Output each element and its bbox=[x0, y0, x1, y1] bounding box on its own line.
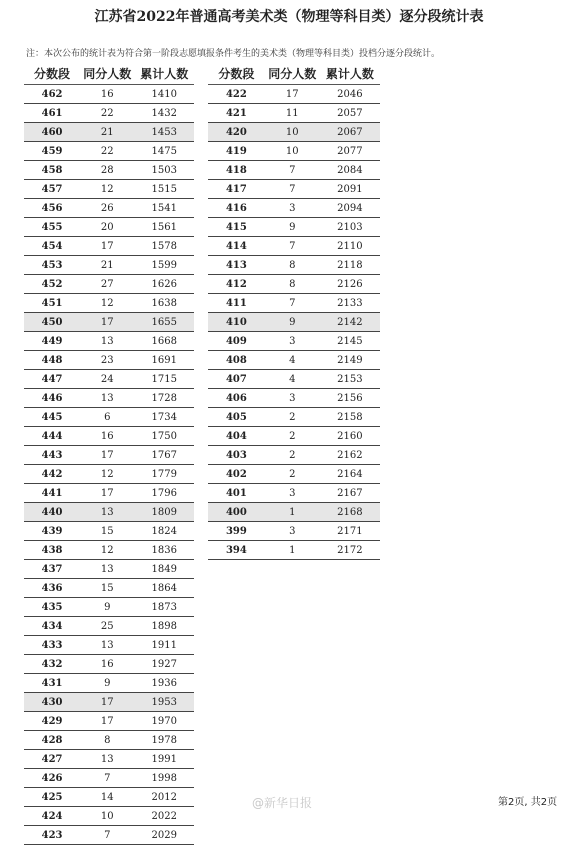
score-cell: 457 bbox=[24, 180, 80, 199]
table-row bbox=[24, 522, 194, 541]
same-count-cell: 11 bbox=[265, 104, 320, 123]
table-row bbox=[24, 218, 194, 237]
table-body-right bbox=[208, 85, 380, 560]
score-cell: 418 bbox=[208, 161, 265, 180]
score-cell: 423 bbox=[24, 826, 80, 845]
cumulative-cell: 1715 bbox=[134, 370, 194, 389]
table-row bbox=[24, 275, 194, 294]
table-note: 注：本次公布的统计表为符合第一阶段志愿填报条件考生的美术类（物理等科目类）投档分逐分段统计。 bbox=[26, 49, 441, 59]
same-count-cell: 7 bbox=[265, 161, 320, 180]
table-row bbox=[208, 256, 380, 275]
table-row bbox=[24, 85, 194, 104]
header-score: 分数段 bbox=[208, 62, 265, 85]
page-number: 第2页, 共2页 bbox=[498, 797, 558, 808]
table-row bbox=[208, 142, 380, 161]
score-cell: 439 bbox=[24, 522, 80, 541]
score-cell: 456 bbox=[24, 199, 80, 218]
table-row bbox=[24, 541, 194, 560]
same-count-cell: 7 bbox=[265, 294, 320, 313]
score-cell: 430 bbox=[24, 693, 80, 712]
score-cell: 454 bbox=[24, 237, 80, 256]
cumulative-cell: 1599 bbox=[134, 256, 194, 275]
same-count-cell: 27 bbox=[80, 275, 134, 294]
cumulative-cell: 2094 bbox=[320, 199, 380, 218]
page-title: 江苏省2022年普通高考美术类（物理等科目类）逐分段统计表 bbox=[94, 9, 484, 25]
table-row bbox=[24, 389, 194, 408]
same-count-cell: 7 bbox=[265, 237, 320, 256]
cumulative-cell: 1541 bbox=[134, 199, 194, 218]
cumulative-cell: 1734 bbox=[134, 408, 194, 427]
score-cell: 448 bbox=[24, 351, 80, 370]
table-row bbox=[24, 636, 194, 655]
same-count-cell: 2 bbox=[265, 465, 320, 484]
same-count-cell: 15 bbox=[80, 522, 134, 541]
same-count-cell: 9 bbox=[80, 674, 134, 693]
table-row bbox=[24, 579, 194, 598]
table-row bbox=[24, 446, 194, 465]
table-row bbox=[24, 465, 194, 484]
same-count-cell: 4 bbox=[265, 370, 320, 389]
score-cell: 400 bbox=[208, 503, 265, 522]
same-count-cell: 13 bbox=[80, 389, 134, 408]
cumulative-cell: 2167 bbox=[320, 484, 380, 503]
table-row bbox=[24, 313, 194, 332]
same-count-cell: 3 bbox=[265, 484, 320, 503]
table-row bbox=[208, 541, 380, 560]
score-cell: 416 bbox=[208, 199, 265, 218]
table-row bbox=[24, 807, 194, 826]
same-count-cell: 4 bbox=[265, 351, 320, 370]
score-cell: 421 bbox=[208, 104, 265, 123]
score-cell: 426 bbox=[24, 769, 80, 788]
score-cell: 433 bbox=[24, 636, 80, 655]
cumulative-cell: 2046 bbox=[320, 85, 380, 104]
table-row bbox=[208, 465, 380, 484]
table-row bbox=[208, 408, 380, 427]
score-cell: 411 bbox=[208, 294, 265, 313]
score-cell: 455 bbox=[24, 218, 80, 237]
cumulative-cell: 2029 bbox=[134, 826, 194, 845]
score-cell: 414 bbox=[208, 237, 265, 256]
score-cell: 461 bbox=[24, 104, 80, 123]
score-table-left bbox=[24, 62, 194, 845]
table-row bbox=[208, 332, 380, 351]
same-count-cell: 13 bbox=[80, 503, 134, 522]
table-row bbox=[208, 522, 380, 541]
table-row bbox=[24, 674, 194, 693]
table-row bbox=[208, 313, 380, 332]
table-row bbox=[24, 731, 194, 750]
same-count-cell: 16 bbox=[80, 85, 134, 104]
table-row bbox=[24, 332, 194, 351]
same-count-cell: 17 bbox=[80, 237, 134, 256]
same-count-cell: 2 bbox=[265, 427, 320, 446]
same-count-cell: 7 bbox=[80, 769, 134, 788]
score-cell: 450 bbox=[24, 313, 80, 332]
table-row bbox=[24, 294, 194, 313]
same-count-cell: 8 bbox=[265, 275, 320, 294]
same-count-cell: 14 bbox=[80, 788, 134, 807]
header-same-count: 同分人数 bbox=[80, 62, 134, 85]
same-count-cell: 24 bbox=[80, 370, 134, 389]
cumulative-cell: 1873 bbox=[134, 598, 194, 617]
table-row bbox=[24, 750, 194, 769]
score-cell: 435 bbox=[24, 598, 80, 617]
cumulative-cell: 1927 bbox=[134, 655, 194, 674]
same-count-cell: 8 bbox=[265, 256, 320, 275]
score-cell: 407 bbox=[208, 370, 265, 389]
cumulative-cell: 2057 bbox=[320, 104, 380, 123]
table-header-row bbox=[24, 62, 194, 85]
cumulative-cell: 1824 bbox=[134, 522, 194, 541]
same-count-cell: 6 bbox=[80, 408, 134, 427]
cumulative-cell: 2118 bbox=[320, 256, 380, 275]
cumulative-cell: 2162 bbox=[320, 446, 380, 465]
same-count-cell: 7 bbox=[80, 826, 134, 845]
cumulative-cell: 1691 bbox=[134, 351, 194, 370]
cumulative-cell: 1836 bbox=[134, 541, 194, 560]
table-row bbox=[208, 484, 380, 503]
cumulative-cell: 1432 bbox=[134, 104, 194, 123]
score-cell: 406 bbox=[208, 389, 265, 408]
score-cell: 408 bbox=[208, 351, 265, 370]
table-row bbox=[24, 237, 194, 256]
cumulative-cell: 2126 bbox=[320, 275, 380, 294]
score-cell: 452 bbox=[24, 275, 80, 294]
score-cell: 444 bbox=[24, 427, 80, 446]
same-count-cell: 17 bbox=[80, 693, 134, 712]
same-count-cell: 10 bbox=[265, 123, 320, 142]
same-count-cell: 17 bbox=[80, 313, 134, 332]
score-cell: 402 bbox=[208, 465, 265, 484]
cumulative-cell: 2077 bbox=[320, 142, 380, 161]
table-row bbox=[24, 427, 194, 446]
header-same-count: 同分人数 bbox=[265, 62, 320, 85]
same-count-cell: 10 bbox=[80, 807, 134, 826]
table-body-left bbox=[24, 85, 194, 845]
same-count-cell: 12 bbox=[80, 180, 134, 199]
score-cell: 404 bbox=[208, 427, 265, 446]
table-row bbox=[24, 826, 194, 845]
cumulative-cell: 1796 bbox=[134, 484, 194, 503]
cumulative-cell: 1728 bbox=[134, 389, 194, 408]
same-count-cell: 2 bbox=[265, 446, 320, 465]
table-row bbox=[208, 389, 380, 408]
score-cell: 415 bbox=[208, 218, 265, 237]
cumulative-cell: 1898 bbox=[134, 617, 194, 636]
score-cell: 442 bbox=[24, 465, 80, 484]
table-row bbox=[208, 104, 380, 123]
score-cell: 446 bbox=[24, 389, 80, 408]
table-row bbox=[208, 351, 380, 370]
same-count-cell: 7 bbox=[265, 180, 320, 199]
score-cell: 434 bbox=[24, 617, 80, 636]
cumulative-cell: 2164 bbox=[320, 465, 380, 484]
cumulative-cell: 1936 bbox=[134, 674, 194, 693]
same-count-cell: 28 bbox=[80, 161, 134, 180]
same-count-cell: 15 bbox=[80, 579, 134, 598]
same-count-cell: 13 bbox=[80, 636, 134, 655]
score-cell: 460 bbox=[24, 123, 80, 142]
header-score: 分数段 bbox=[24, 62, 80, 85]
same-count-cell: 3 bbox=[265, 522, 320, 541]
same-count-cell: 12 bbox=[80, 294, 134, 313]
score-cell: 403 bbox=[208, 446, 265, 465]
table-row bbox=[208, 446, 380, 465]
score-cell: 409 bbox=[208, 332, 265, 351]
score-cell: 427 bbox=[24, 750, 80, 769]
score-cell: 410 bbox=[208, 313, 265, 332]
same-count-cell: 20 bbox=[80, 218, 134, 237]
table-row bbox=[24, 769, 194, 788]
same-count-cell: 1 bbox=[265, 503, 320, 522]
cumulative-cell: 1453 bbox=[134, 123, 194, 142]
same-count-cell: 3 bbox=[265, 389, 320, 408]
score-cell: 425 bbox=[24, 788, 80, 807]
same-count-cell: 22 bbox=[80, 142, 134, 161]
table-row bbox=[24, 503, 194, 522]
cumulative-cell: 1561 bbox=[134, 218, 194, 237]
same-count-cell: 16 bbox=[80, 655, 134, 674]
table-row bbox=[24, 598, 194, 617]
same-count-cell: 12 bbox=[80, 541, 134, 560]
table-row bbox=[208, 123, 380, 142]
same-count-cell: 9 bbox=[80, 598, 134, 617]
same-count-cell: 3 bbox=[265, 199, 320, 218]
cumulative-cell: 2103 bbox=[320, 218, 380, 237]
cumulative-cell: 1503 bbox=[134, 161, 194, 180]
same-count-cell: 2 bbox=[265, 408, 320, 427]
same-count-cell: 13 bbox=[80, 560, 134, 579]
same-count-cell: 25 bbox=[80, 617, 134, 636]
table-row bbox=[208, 370, 380, 389]
cumulative-cell: 2153 bbox=[320, 370, 380, 389]
cumulative-cell: 1410 bbox=[134, 85, 194, 104]
score-cell: 412 bbox=[208, 275, 265, 294]
cumulative-cell: 1849 bbox=[134, 560, 194, 579]
cumulative-cell: 1779 bbox=[134, 465, 194, 484]
table-row bbox=[24, 199, 194, 218]
score-cell: 458 bbox=[24, 161, 80, 180]
same-count-cell: 21 bbox=[80, 123, 134, 142]
cumulative-cell: 1668 bbox=[134, 332, 194, 351]
table-row bbox=[208, 180, 380, 199]
same-count-cell: 17 bbox=[80, 712, 134, 731]
score-cell: 419 bbox=[208, 142, 265, 161]
table-row bbox=[24, 408, 194, 427]
score-cell: 431 bbox=[24, 674, 80, 693]
score-cell: 443 bbox=[24, 446, 80, 465]
cumulative-cell: 1991 bbox=[134, 750, 194, 769]
cumulative-cell: 2110 bbox=[320, 237, 380, 256]
score-cell: 459 bbox=[24, 142, 80, 161]
same-count-cell: 16 bbox=[80, 427, 134, 446]
score-cell: 420 bbox=[208, 123, 265, 142]
same-count-cell: 12 bbox=[80, 465, 134, 484]
table-row bbox=[24, 560, 194, 579]
table-row bbox=[24, 617, 194, 636]
cumulative-cell: 2084 bbox=[320, 161, 380, 180]
header-cumulative: 累计人数 bbox=[320, 62, 380, 85]
cumulative-cell: 1750 bbox=[134, 427, 194, 446]
cumulative-cell: 1998 bbox=[134, 769, 194, 788]
same-count-cell: 9 bbox=[265, 313, 320, 332]
table-row bbox=[208, 199, 380, 218]
cumulative-cell: 1578 bbox=[134, 237, 194, 256]
table-row bbox=[208, 275, 380, 294]
same-count-cell: 21 bbox=[80, 256, 134, 275]
table-row bbox=[24, 370, 194, 389]
cumulative-cell: 2067 bbox=[320, 123, 380, 142]
cumulative-cell: 1626 bbox=[134, 275, 194, 294]
score-cell: 445 bbox=[24, 408, 80, 427]
table-row bbox=[208, 503, 380, 522]
cumulative-cell: 2142 bbox=[320, 313, 380, 332]
cumulative-cell: 2156 bbox=[320, 389, 380, 408]
cumulative-cell: 2160 bbox=[320, 427, 380, 446]
score-cell: 437 bbox=[24, 560, 80, 579]
cumulative-cell: 2145 bbox=[320, 332, 380, 351]
table-row bbox=[24, 142, 194, 161]
same-count-cell: 9 bbox=[265, 218, 320, 237]
cumulative-cell: 2133 bbox=[320, 294, 380, 313]
score-table-right bbox=[208, 62, 380, 560]
score-cell: 462 bbox=[24, 85, 80, 104]
same-count-cell: 13 bbox=[80, 750, 134, 769]
score-cell: 428 bbox=[24, 731, 80, 750]
score-cell: 424 bbox=[24, 807, 80, 826]
score-cell: 449 bbox=[24, 332, 80, 351]
same-count-cell: 17 bbox=[80, 446, 134, 465]
score-cell: 429 bbox=[24, 712, 80, 731]
cumulative-cell: 1515 bbox=[134, 180, 194, 199]
watermark: @新华日报 bbox=[252, 796, 313, 810]
cumulative-cell: 1864 bbox=[134, 579, 194, 598]
score-cell: 413 bbox=[208, 256, 265, 275]
table-header-row bbox=[208, 62, 380, 85]
score-cell: 399 bbox=[208, 522, 265, 541]
table-row bbox=[24, 104, 194, 123]
table-row bbox=[24, 693, 194, 712]
same-count-cell: 23 bbox=[80, 351, 134, 370]
score-cell: 438 bbox=[24, 541, 80, 560]
same-count-cell: 22 bbox=[80, 104, 134, 123]
cumulative-cell: 1638 bbox=[134, 294, 194, 313]
cumulative-cell: 2171 bbox=[320, 522, 380, 541]
score-cell: 453 bbox=[24, 256, 80, 275]
score-cell: 451 bbox=[24, 294, 80, 313]
table-row bbox=[24, 180, 194, 199]
same-count-cell: 1 bbox=[265, 541, 320, 560]
cumulative-cell: 1655 bbox=[134, 313, 194, 332]
table-row bbox=[24, 788, 194, 807]
same-count-cell: 13 bbox=[80, 332, 134, 351]
cumulative-cell: 1970 bbox=[134, 712, 194, 731]
cumulative-cell: 2022 bbox=[134, 807, 194, 826]
cumulative-cell: 1978 bbox=[134, 731, 194, 750]
cumulative-cell: 1911 bbox=[134, 636, 194, 655]
same-count-cell: 3 bbox=[265, 332, 320, 351]
same-count-cell: 26 bbox=[80, 199, 134, 218]
table-row bbox=[208, 294, 380, 313]
table-row bbox=[24, 351, 194, 370]
score-cell: 417 bbox=[208, 180, 265, 199]
same-count-cell: 8 bbox=[80, 731, 134, 750]
cumulative-cell: 2091 bbox=[320, 180, 380, 199]
cumulative-cell: 2012 bbox=[134, 788, 194, 807]
score-cell: 447 bbox=[24, 370, 80, 389]
cumulative-cell: 1767 bbox=[134, 446, 194, 465]
table-row bbox=[24, 123, 194, 142]
cumulative-cell: 1475 bbox=[134, 142, 194, 161]
score-cell: 405 bbox=[208, 408, 265, 427]
table-row bbox=[24, 655, 194, 674]
cumulative-cell: 1953 bbox=[134, 693, 194, 712]
score-cell: 422 bbox=[208, 85, 265, 104]
score-cell: 401 bbox=[208, 484, 265, 503]
score-cell: 441 bbox=[24, 484, 80, 503]
cumulative-cell: 2149 bbox=[320, 351, 380, 370]
table-row bbox=[24, 161, 194, 180]
score-cell: 440 bbox=[24, 503, 80, 522]
cumulative-cell: 2168 bbox=[320, 503, 380, 522]
table-row bbox=[24, 256, 194, 275]
table-row bbox=[24, 712, 194, 731]
same-count-cell: 17 bbox=[80, 484, 134, 503]
table-row bbox=[208, 85, 380, 104]
header-cumulative: 累计人数 bbox=[134, 62, 194, 85]
table-row bbox=[208, 237, 380, 256]
table-row bbox=[208, 218, 380, 237]
score-cell: 394 bbox=[208, 541, 265, 560]
cumulative-cell: 2158 bbox=[320, 408, 380, 427]
score-cell: 432 bbox=[24, 655, 80, 674]
score-cell: 436 bbox=[24, 579, 80, 598]
same-count-cell: 17 bbox=[265, 85, 320, 104]
table-row bbox=[24, 484, 194, 503]
cumulative-cell: 2172 bbox=[320, 541, 380, 560]
table-row bbox=[208, 161, 380, 180]
cumulative-cell: 1809 bbox=[134, 503, 194, 522]
same-count-cell: 10 bbox=[265, 142, 320, 161]
table-row bbox=[208, 427, 380, 446]
